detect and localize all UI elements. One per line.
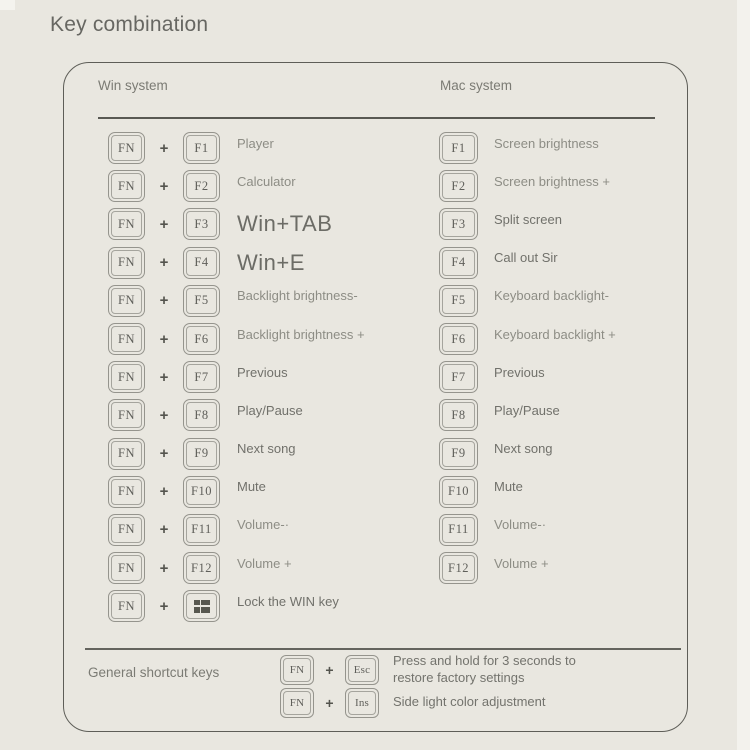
keycap-label: F7 <box>451 369 466 384</box>
keycap-label: FN <box>118 255 135 270</box>
function-keycap <box>439 285 478 317</box>
function-keycap <box>439 247 478 279</box>
keycap-label: Esc <box>353 663 371 676</box>
function-keycap <box>183 132 220 164</box>
mac-shortcut-row <box>439 167 616 205</box>
fn-keycap <box>108 247 145 279</box>
right-edge-strip <box>737 0 750 750</box>
shortcut-function-label: Play/Pause <box>494 402 560 418</box>
shortcut-function-label: Volume + <box>237 555 292 571</box>
shortcut-function-label: Win+TAB <box>237 211 333 237</box>
win-shortcut-row <box>108 282 365 320</box>
shortcut-function-label: Mute <box>237 479 266 495</box>
fn-keycap <box>108 323 145 355</box>
win-shortcut-row <box>108 396 365 434</box>
keycap-label: F8 <box>194 407 209 422</box>
win-shortcut-row <box>108 435 365 473</box>
plus-sign: + <box>159 215 169 233</box>
fn-keycap <box>108 399 145 431</box>
keycap-label: F11 <box>191 522 212 537</box>
keycap-label: F9 <box>194 446 209 461</box>
mac-system-header: Mac system <box>440 78 513 93</box>
shortcut-function-label: Screen brightness <box>494 135 599 151</box>
function-keycap <box>439 132 478 164</box>
win-shortcut-row <box>108 358 365 396</box>
shortcut-function-label: Next song <box>237 441 296 457</box>
keycap-label: FN <box>118 216 135 231</box>
win-shortcut-row <box>108 320 365 358</box>
plus-sign: + <box>159 330 169 348</box>
shortcut-function-label: Keyboard backlight + <box>494 326 616 342</box>
keycap-label: F6 <box>194 331 209 346</box>
function-keycap <box>183 438 220 470</box>
plus-sign: + <box>159 559 169 577</box>
function-keycap <box>439 361 478 393</box>
mac-shortcut-row <box>439 549 616 587</box>
function-keycap <box>183 399 220 431</box>
function-keycap <box>439 399 478 431</box>
function-keycap <box>439 514 478 546</box>
fn-keycap <box>108 438 145 470</box>
function-keycap <box>183 476 220 508</box>
general-divider-line <box>85 648 681 650</box>
keycap-label: FN <box>118 407 135 422</box>
win-system-header: Win system <box>98 78 168 93</box>
win-shortcut-row <box>108 587 365 625</box>
page-title: Key combination <box>50 13 209 36</box>
general-function-label: Side light color adjustment <box>393 694 546 710</box>
function-keycap <box>439 552 478 584</box>
function-keycap <box>345 688 379 718</box>
general-shortcut-rows <box>280 653 576 719</box>
fn-keycap <box>108 476 145 508</box>
keycap-label: FN <box>118 293 135 308</box>
keycap-label: FN <box>118 522 135 537</box>
function-keycap <box>183 285 220 317</box>
windows-logo-pane <box>194 600 200 606</box>
keycap-label: F1 <box>451 140 466 155</box>
plus-sign: + <box>325 694 334 711</box>
function-keycap <box>439 208 478 240</box>
keycap-label: F6 <box>451 331 466 346</box>
fn-keycap <box>108 514 145 546</box>
function-keycap <box>439 323 478 355</box>
general-shortcut-row <box>280 686 576 719</box>
win-shortcut-row <box>108 129 365 167</box>
shortcut-function-label: Volume + <box>494 555 549 571</box>
keycap-label: Ins <box>354 696 370 709</box>
windows-logo-pane <box>194 607 200 614</box>
plus-sign: + <box>159 177 169 195</box>
shortcut-function-label: Split screen <box>494 211 562 227</box>
function-keycap <box>183 208 220 240</box>
fn-keycap <box>108 208 145 240</box>
keycap-label: F1 <box>194 140 209 155</box>
function-keycap <box>439 476 478 508</box>
keycap-label: F8 <box>451 407 466 422</box>
keycap-label: F5 <box>451 293 466 308</box>
shortcut-function-label: Mute <box>494 479 523 495</box>
fn-keycap <box>108 552 145 584</box>
win-shortcut-row <box>108 511 365 549</box>
shortcut-function-label: Volume-· <box>494 517 547 533</box>
keycap-label: FN <box>118 178 135 193</box>
mac-shortcut-row <box>439 129 616 167</box>
keycap-label: F3 <box>194 216 209 231</box>
function-keycap <box>183 514 220 546</box>
shortcut-function-label: Keyboard backlight- <box>494 288 609 304</box>
keycap-label: F10 <box>191 484 212 499</box>
win-shortcut-row <box>108 167 365 205</box>
win-shortcut-row <box>108 205 365 243</box>
keycap-label: F7 <box>194 369 209 384</box>
keycap-label: F9 <box>451 446 466 461</box>
keycap-label: FN <box>289 696 305 709</box>
shortcut-function-label: Next song <box>494 441 553 457</box>
keycap-label: FN <box>289 663 305 676</box>
mac-shortcut-row <box>439 511 616 549</box>
shortcut-function-label: Player <box>237 135 274 151</box>
function-keycap <box>183 552 220 584</box>
plus-sign: + <box>159 368 169 386</box>
shortcut-function-label: Previous <box>237 364 288 380</box>
keycap-label: FN <box>118 331 135 346</box>
win-shortcut-row <box>108 244 365 282</box>
shortcut-function-label: Lock the WIN key <box>237 593 339 609</box>
function-keycap <box>183 247 220 279</box>
shortcut-function-label: Screen brightness + <box>494 173 610 189</box>
function-keycap <box>183 323 220 355</box>
shortcut-function-label: Play/Pause <box>237 402 303 418</box>
win-shortcut-row <box>108 473 365 511</box>
keycap-label: FN <box>118 369 135 384</box>
shortcut-panel <box>63 62 688 732</box>
general-function-label: Press and hold for 3 seconds to restore factory settings <box>393 653 576 685</box>
keycap-label: F2 <box>194 178 209 193</box>
keycap-label: FN <box>118 598 135 613</box>
plus-sign: + <box>159 521 169 539</box>
fn-keycap <box>108 132 145 164</box>
fn-keycap <box>108 285 145 317</box>
fn-keycap <box>108 590 145 622</box>
mac-shortcut-row <box>439 282 616 320</box>
top-left-patch <box>0 0 15 10</box>
general-shortcut-row <box>280 653 576 686</box>
plus-sign: + <box>159 406 169 424</box>
windows-logo-pane <box>201 607 210 614</box>
mac-shortcut-row <box>439 396 616 434</box>
keycap-label: F12 <box>448 560 469 575</box>
keycap-label: F12 <box>191 560 212 575</box>
plus-sign: + <box>159 139 169 157</box>
function-keycap <box>183 170 220 202</box>
function-keycap <box>439 170 478 202</box>
keycap-label: F11 <box>448 522 469 537</box>
shortcut-function-label: Backlight brightness + <box>237 326 365 342</box>
mac-shortcut-row <box>439 435 616 473</box>
keycap-label: FN <box>118 484 135 499</box>
keycap-label: FN <box>118 560 135 575</box>
mac-shortcut-row <box>439 205 616 243</box>
mac-shortcut-row <box>439 473 616 511</box>
shortcut-function-label: Previous <box>494 364 545 380</box>
keycap-label: FN <box>118 446 135 461</box>
fn-keycap <box>280 688 314 718</box>
mac-column <box>439 129 616 587</box>
plus-sign: + <box>159 292 169 310</box>
windows-logo-pane <box>201 600 210 606</box>
header-divider-line <box>98 117 655 119</box>
function-keycap <box>183 361 220 393</box>
windows-logo-icon <box>194 600 210 614</box>
plus-sign: + <box>159 254 169 272</box>
shortcut-function-label: Calculator <box>237 173 296 189</box>
keycap-label: F5 <box>194 293 209 308</box>
shortcut-function-label: Backlight brightness- <box>237 288 358 304</box>
win-keycap <box>183 590 220 622</box>
plus-sign: + <box>159 483 169 501</box>
function-keycap <box>439 438 478 470</box>
plus-sign: + <box>159 597 169 615</box>
win-shortcut-row <box>108 549 365 587</box>
keycap-label: F10 <box>448 484 469 499</box>
keycap-label: F4 <box>451 255 466 270</box>
keycap-label: F2 <box>451 178 466 193</box>
shortcut-function-label: Volume-· <box>237 517 290 533</box>
fn-keycap <box>280 655 314 685</box>
mac-shortcut-row <box>439 358 616 396</box>
keycap-label: F4 <box>194 255 209 270</box>
function-keycap <box>345 655 379 685</box>
general-shortcut-label: General shortcut keys <box>88 665 220 680</box>
plus-sign: + <box>325 661 334 678</box>
mac-shortcut-row <box>439 244 616 282</box>
shortcut-function-label: Win+E <box>237 249 305 275</box>
keycap-label: F3 <box>451 216 466 231</box>
fn-keycap <box>108 361 145 393</box>
mac-shortcut-row <box>439 320 616 358</box>
keycap-label: FN <box>118 140 135 155</box>
win-column <box>108 129 365 625</box>
plus-sign: + <box>159 445 169 463</box>
fn-keycap <box>108 170 145 202</box>
shortcut-function-label: Call out Sir <box>494 250 558 266</box>
